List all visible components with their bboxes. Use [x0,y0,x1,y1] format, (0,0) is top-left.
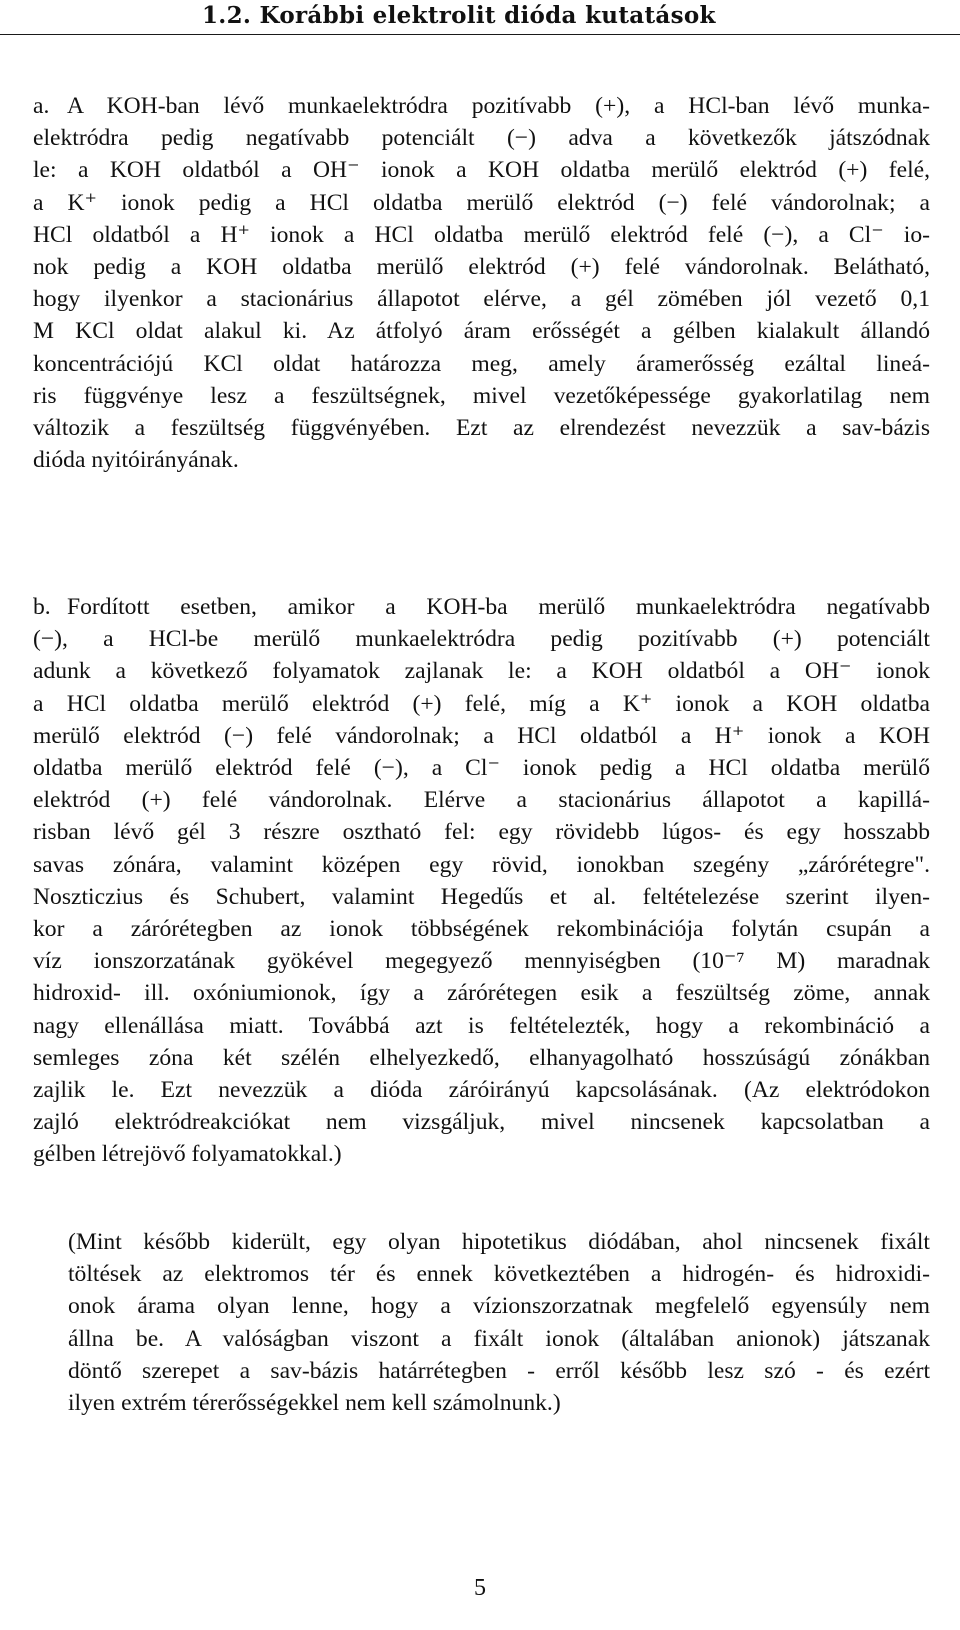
text-line: változik a feszültség függvényében. Ezt az elrendezést nevezzük a sav-bázis [33,415,930,442]
item-a-paragraph [33,90,930,476]
item-b-paragraph [33,591,930,1171]
text-line: onok árama olyan lenne, hogy a vízionszorzatnak megfelelő egyensúly nem [68,1293,930,1320]
text-line: savas zónára, valamint középen egy rövid, ionokban szegény „zárórétegre". [33,851,930,878]
running-header [0,0,960,35]
text-line: M KCl oldat alakul ki. Az átfolyó áram erősségét a gélben kialakult állandó [33,318,930,345]
page-number: 5 [474,1575,486,1601]
text-line: (Mint később kiderült, egy olyan hipotetikus diódában, ahol nincsenek fixált [68,1229,930,1255]
text-line: döntő szerepet a sav-bázis határrétegben - erről később lesz szó - és ezért [68,1357,930,1384]
text-line: HCl oldatból a H⁺ ionok a HCl oldatba merülő elektród felé (−), a Cl⁻ io- [33,221,930,248]
text-line: merülő elektród (−) felé vándorolnak; a HCl oldatból a H⁺ ionok a KOH [33,722,930,749]
text-line: hogy ilyenkor a stacionárius állapotot elérve, a gél zömében jól vezető 0,1 [33,286,930,313]
text-line: oldatba merülő elektród felé (−), a Cl⁻ ionok pedig a HCl oldatba merülő [33,755,930,782]
text-line: elektródra pedig negatívabb potenciált (−) adva a következők játszódnak [33,125,930,152]
text-line: Fordított esetben, amikor a KOH-ba merülő munkaelektródra negatívabb [67,594,930,620]
text-line: ris függvénye lesz a feszültségnek, mivel vezetőképessége gyakorlatilag nem [33,382,930,409]
text-line: a HCl oldatba merülő elektród (+) felé, míg a K⁺ ionok a KOH oldatba [33,690,930,717]
text-line: A KOH-ban lévő munkaelektródra pozitívabb (+), a HCl-ban lévő munka- [67,93,930,119]
text-line: nok pedig a KOH oldatba merülő elektród (+) felé vándorolnak. Belátható, [33,254,930,281]
text-line: elektród (+) felé vándorolnak. Elérve a stacionárius állapotot a kapillá- [33,787,930,814]
text-line: dióda nyitóirányának. [33,447,239,474]
text-line: állna be. A valóságban viszont a fixált ionok (általában anionok) játszanak [68,1325,930,1352]
text-line: risban lévő gél 3 részre osztható fel: egy rövidebb lúgos- és egy hosszabb [33,819,930,846]
text-line: nagy ellenállása miatt. Továbbá azt is feltételezték, hogy a rekombináció a [33,1012,930,1039]
text-line: gélben létrejövő folyamatokkal.) [33,1141,342,1168]
text-line: zajlik le. Ezt nevezzük a dióda záróirányú kapcsolásának. (Az elektródokon [33,1077,930,1104]
text-line: hidroxid- ill. oxóniumionok, így a zárórétegen esik a feszültség zöme, annak [33,980,930,1007]
text-line: (−), a HCl-be merülő munkaelektródra pedig pozitívabb (+) potenciált [33,626,930,653]
section-title: 1.2. Korábbi elektrolit dióda kutatások [202,2,716,29]
item-a-label: a. [33,93,50,119]
text-line: víz ionszorzatának gyökével megegyező mennyiségben (10⁻⁷ M) maradnak [33,948,930,975]
text-line: töltések az elektromos tér és ennek következtében a hidrogén- és hidroxidi- [68,1261,930,1288]
text-line: ilyen extrém térerősségekkel nem kell számolnunk.) [68,1390,561,1417]
text-line: koncentrációjú KCl oldat határozza meg, amely áramerősség ezáltal lineá- [33,350,930,377]
text-line: a K⁺ ionok pedig a HCl oldatba merülő elektród (−) felé vándorolnak; a [33,189,930,216]
item-b-label: b. [33,594,51,620]
text-line: adunk a következő folyamatok zajlanak le: a KOH oldatból a OH⁻ ionok [33,658,930,685]
text-line: Noszticzius és Schubert, valamint Hegedűs et al. feltételezése szerint ilyen- [33,883,930,910]
text-line: zajló elektródreakciókat nem vizsgáljuk, mivel nincsenek kapcsolatban a [33,1109,930,1136]
text-line: kor a zárórétegben az ionok többségének rekombinációja folytán csupán a [33,916,930,943]
note-paragraph [68,1226,930,1419]
text-line: le: a KOH oldatból a OH⁻ ionok a KOH oldatba merülő elektród (+) felé, [33,157,930,184]
text-line: semleges zóna két szélén elhelyezkedő, elhanyagolható hosszúságú zónákban [33,1044,930,1071]
